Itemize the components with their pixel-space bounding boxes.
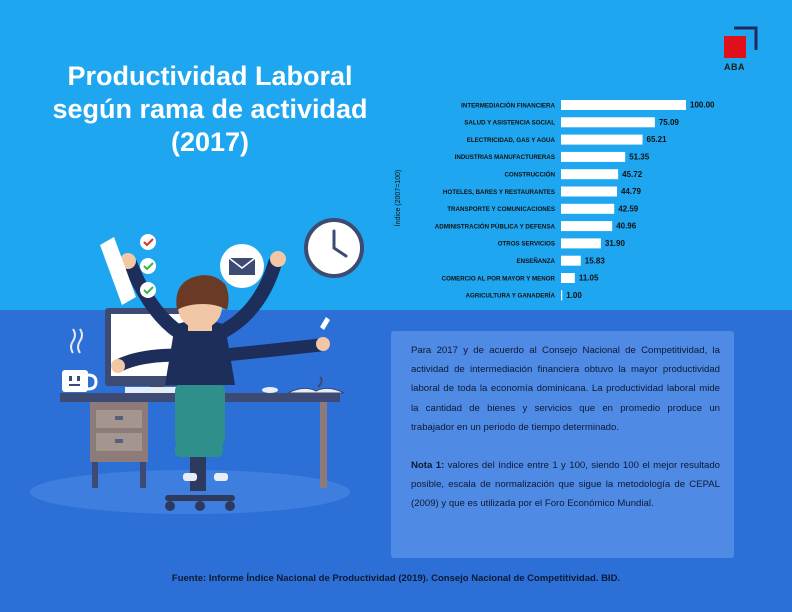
bar xyxy=(561,169,618,179)
value-label: 51.35 xyxy=(629,152,650,162)
category-label: OTROS SERVICIOS xyxy=(497,240,555,248)
bar xyxy=(561,273,575,283)
value-label: 75.09 xyxy=(658,117,679,127)
y-axis-label: Índice (2007=100) xyxy=(395,169,402,227)
category-label: COMERCIO AL POR MAYOR Y MENOR xyxy=(441,275,555,283)
category-label: TRANSPORTE Y COMUNICACIONES xyxy=(447,206,555,214)
bar xyxy=(561,152,625,162)
description-box xyxy=(391,331,734,558)
envelope-icon xyxy=(220,244,264,288)
value-label: 44.79 xyxy=(620,187,642,197)
note-label: Nota 1: xyxy=(411,460,445,472)
category-label: HOTELES, BARES Y RESTAURANTES xyxy=(442,188,555,196)
value-label: 40.96 xyxy=(616,221,637,231)
category-label: AGRICULTURA Y GANADERÍA xyxy=(465,292,555,300)
bar xyxy=(561,135,643,145)
value-label: 65.21 xyxy=(646,135,667,145)
category-label: ADMINISTRACIÓN PÚBLICA Y DEFENSA xyxy=(434,223,555,231)
category-label: ENSEÑANZA xyxy=(516,258,555,265)
page-title xyxy=(30,60,390,159)
title-line-3: (2017) xyxy=(170,127,250,157)
bar xyxy=(561,221,612,231)
description-paragraph: Para 2017 y de acuerdo al Consejo Nacional de Competitividad, la actividad de intermediación financiera obtuvo la mayor productividad laboral de toda la economía dominicana. La productividad laboral mide la cantidad de bienes y servicios que en promedio produce un trabajador en un periodo de tiempo determinado. xyxy=(411,345,720,433)
bar xyxy=(561,204,614,214)
category-label: INTERMEDIACIÓN FINANCIERA xyxy=(461,102,555,110)
category-label: INDUSTRIAS MANUFACTURERAS xyxy=(454,154,555,162)
bar xyxy=(561,290,562,300)
clock-icon xyxy=(306,220,362,276)
bar xyxy=(561,117,655,127)
category-label: ELECTRICIDAD, GAS Y AGUA xyxy=(466,136,555,144)
desk-illustration xyxy=(20,215,380,535)
note-text: valores del índice entre 1 y 100, siendo 100 el mejor resultado posible, escala de normalización que sigue la metodología de CEPAL (2009) y que es utilizada por el Foro Económico Mundial. xyxy=(411,460,721,510)
title-line-2: según rama de actividad xyxy=(52,94,368,124)
value-label: 42.59 xyxy=(618,204,639,214)
bar xyxy=(561,100,686,110)
value-label: 45.72 xyxy=(622,169,643,179)
bar xyxy=(561,256,581,266)
value-label: 11.05 xyxy=(578,273,599,283)
coffee-mug-icon xyxy=(62,329,96,392)
category-label: SALUD Y ASISTENCIA SOCIAL xyxy=(464,119,555,127)
check-icon xyxy=(140,234,156,298)
bar xyxy=(561,238,601,248)
bar xyxy=(561,187,617,197)
source-footnote: Fuente: Informe Índice Nacional de Productividad (2019). Consejo Nacional de Competitividad. BID. xyxy=(171,573,621,584)
bar-chart xyxy=(380,90,780,305)
value-label: 100.00 xyxy=(690,100,715,110)
value-label: 15.83 xyxy=(584,256,605,266)
logo-text: ABA xyxy=(724,62,745,72)
title-line-1: Productividad Laboral xyxy=(67,61,353,91)
value-label: 1.00 xyxy=(566,290,582,300)
note-paragraph xyxy=(411,456,720,514)
value-label: 31.90 xyxy=(604,239,625,248)
category-label: CONSTRUCCIÓN xyxy=(504,171,555,179)
